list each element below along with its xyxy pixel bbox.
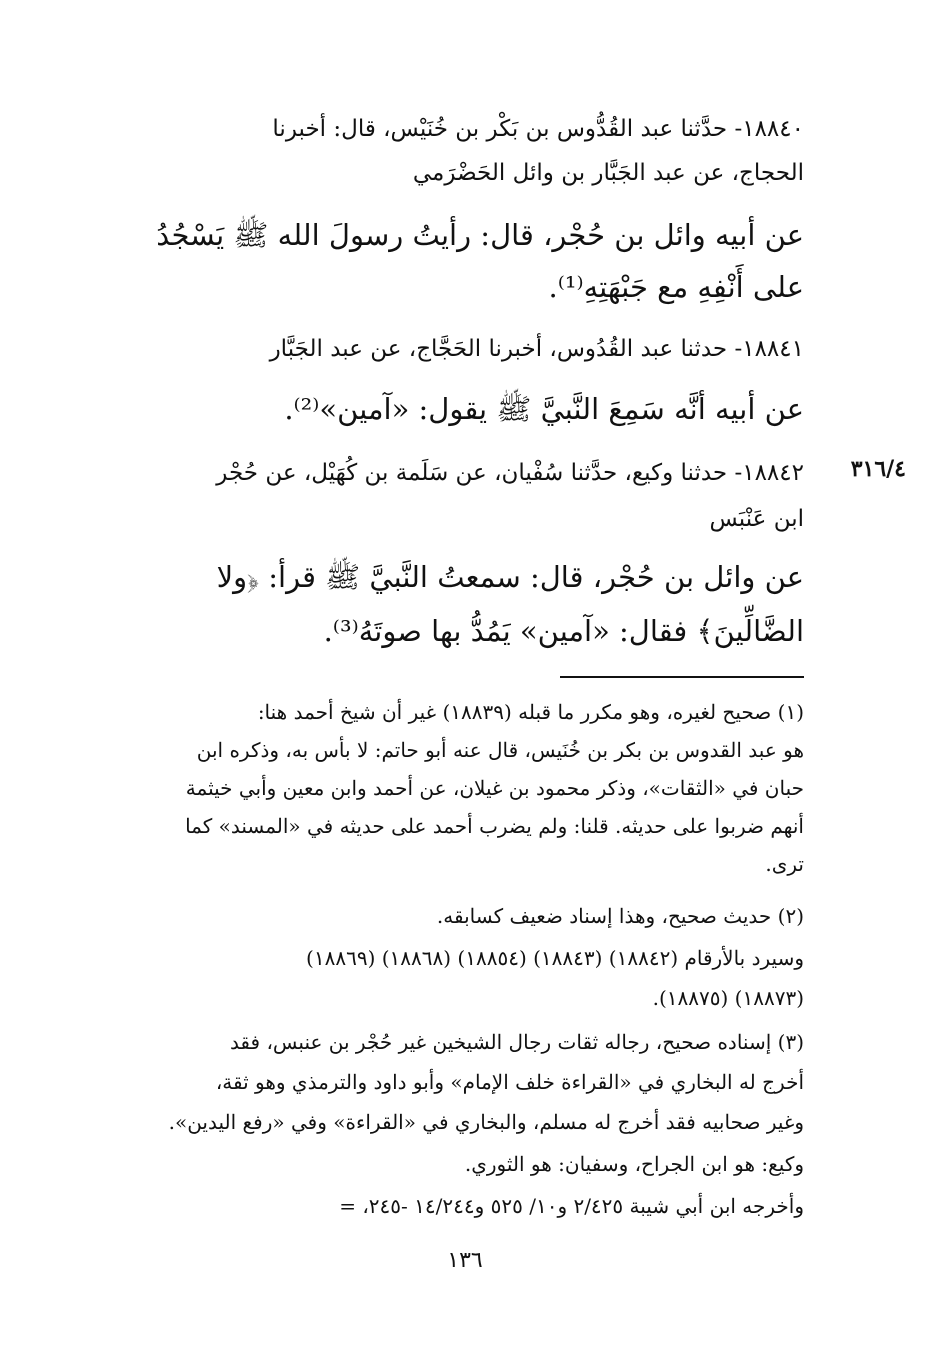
footnote-1-line: حبان في «الثقات»، وذكر محمود بن غيلان، عن أحمد وابن معين وأبي خيثمة xyxy=(185,776,804,800)
footnote-separator xyxy=(560,676,804,678)
hadith-18841-matn: عن أبيه أنَّه سَمِعَ النَّبيَّ ﷺ يقول: «آمين»⁽²⁾. xyxy=(284,392,804,426)
hadith-18840-isnad-line-1: ١٨٨٤٠- حدَّثنا عبد القُدُّوس بن بَكْر بن خُنَيْس، قال: أخبرنا xyxy=(272,116,804,142)
footnote-3-line: وغير صحابيه فقد أخرج له مسلم، والبخاري في «القراءة» وفي «رفع اليدين». xyxy=(168,1110,804,1134)
hadith-18840-matn-line-1: عن أبيه وائل بن حُجْر، قال: رأيتُ رسولَ الله ﷺ يَسْجُدُ xyxy=(156,218,804,252)
footnote-1-line: (١) صحيح لغيره، وهو مكرر ما قبله (١٨٨٣٩) غير أن شيخ أحمد هنا: xyxy=(257,700,804,724)
page-number: ١٣٦ xyxy=(447,1248,483,1273)
hadith-18842-matn-line-1: عن وائل بن حُجْر، قال: سمعتُ النَّبيَّ ﷺ قرأ: ﴿ولا xyxy=(216,560,804,594)
footnote-1-line: ترى. xyxy=(765,852,804,876)
footnote-3-line: وأخرجه ابن أبي شيبة ٢/٤٢٥ و١٠/ ٥٢٥ و١٤/٢٤٤ -٢٤٥، = xyxy=(339,1194,804,1218)
footnote-2-line: (٢) حديث صحيح، وهذا إسناد ضعيف كسابقه. xyxy=(436,904,804,928)
hadith-18842-isnad-line-2: ابن عَنْبَس xyxy=(709,506,804,532)
footnote-2-line: (١٨٨٧٣) (١٨٨٧٥). xyxy=(652,986,804,1010)
footnote-3-line: (٣) إسناده صحيح، رجاله ثقات رجال الشيخين غير حُجْر بن عنبس، فقد xyxy=(229,1030,804,1054)
footnote-3-line: وكيع: هو ابن الجراح، وسفيان: هو الثوري. xyxy=(464,1152,804,1176)
hadith-18840-matn-line-2: على أَنْفِهِ مع جَبْهَتِهِ⁽¹⁾. xyxy=(548,270,804,304)
footnote-2-line: وسيرد بالأرقام (١٨٨٤٢) (١٨٨٤٣) (١٨٨٥٤) (١٨٨٦٨) (١٨٨٦٩) xyxy=(306,946,804,970)
hadith-18841-isnad: ١٨٨٤١- حدثنا عبد القُدُوس، أخبرنا الحَجَّاج، عن عبد الجَبَّار xyxy=(269,336,804,362)
footnote-1-line: هو عبد القدوس بن بكر بن خُنَيس، قال عنه أبو حاتم: لا بأس به، وذكره ابن xyxy=(196,738,804,762)
footnote-1-line: أنهم ضربوا على حديثه. قلنا: ولم يضرب أحمد على حديثه في «المسند» كما xyxy=(185,814,804,838)
hadith-18842-matn-line-2: الضَّالِّينَ﴾ فقال: «آمين» يَمُدُّ بها صوتَهُ⁽³⁾. xyxy=(323,614,804,648)
hadith-18842-isnad-line-1: ١٨٨٤٢- حدثنا وكيع، حدَّثنا سُفْيان، عن سَلَمة بن كُهَيْل، عن حُجْر xyxy=(216,460,804,486)
margin-volume-page-reference: ٣١٦/٤ xyxy=(850,456,906,482)
footnote-3-line: أخرج له البخاري في «القراءة خلف الإمام» وأبو داود والترمذي وهو ثقة، xyxy=(215,1070,804,1094)
hadith-18840-isnad-line-2: الحجاج، عن عبد الجَبَّار بن وائل الحَضْرَمي xyxy=(412,160,804,186)
